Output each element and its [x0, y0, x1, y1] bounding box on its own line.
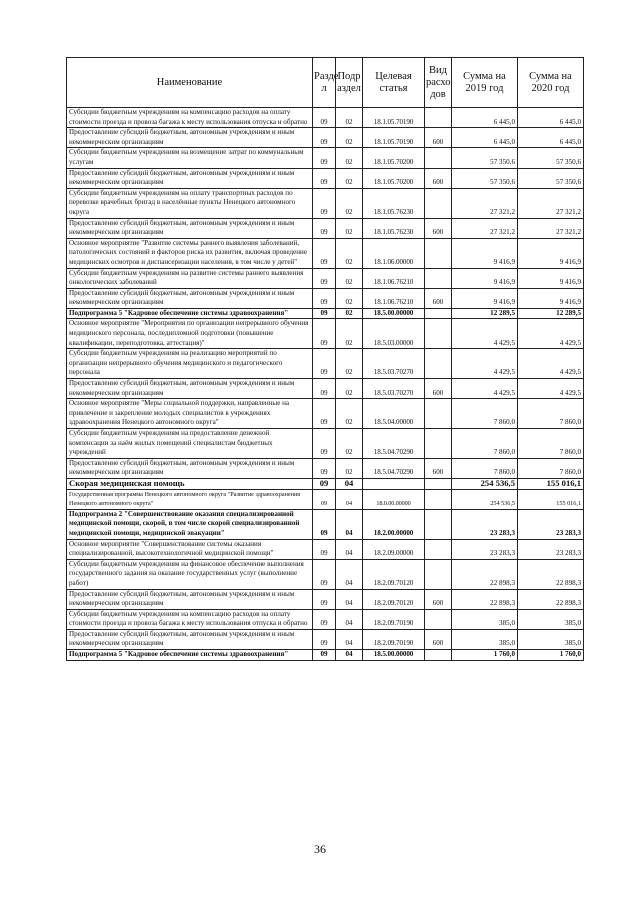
- cell-section: 09: [313, 509, 336, 539]
- cell-expense-type: 600: [425, 168, 452, 188]
- cell-section: 09: [313, 128, 336, 148]
- cell-name: Основное мероприятие "Развитие системы раннего выявления заболеваний, патологических состояний и факторов риска их развития, включая проведение медицинских осмотров и диспансеризации населения, в том числе у детей": [67, 238, 313, 268]
- cell-name: Предоставление субсидий бюджетным, автономным учреждениям и иным некоммерческим организациям: [67, 458, 313, 478]
- cell-article: 18.2.09.70120: [363, 589, 425, 609]
- table-row: [67, 650, 584, 661]
- cell-subsection: 04: [336, 478, 363, 489]
- cell-name: Предоставление субсидий бюджетным, автономным учреждениям и иным некоммерческим организациям: [67, 168, 313, 188]
- cell-sum-2020: 57 350,6: [518, 168, 584, 188]
- cell-expense-type: 600: [425, 379, 452, 399]
- table-row: [67, 559, 584, 589]
- cell-subsection: 02: [336, 148, 363, 168]
- cell-name: Субсидии бюджетным учреждениям на компенсацию расходов на оплату стоимости проезда и провоза багажа к месту использования отпуска и обратно: [67, 609, 313, 629]
- cell-subsection: 02: [336, 399, 363, 429]
- cell-sum-2020: 57 350,6: [518, 148, 584, 168]
- cell-expense-type: [425, 489, 452, 509]
- cell-sum-2019: 27 321,2: [452, 188, 518, 218]
- cell-name: Подпрограмма 5 "Кадровое обеспечение системы здравоохранения": [67, 650, 313, 661]
- cell-section: 09: [313, 429, 336, 459]
- cell-section: 09: [313, 308, 336, 319]
- cell-section: 09: [313, 319, 336, 349]
- cell-name: Основное мероприятие "Совершенствование системы оказания специализированной, высокотехнологичной медицинской помощи": [67, 539, 313, 559]
- cell-subsection: 02: [336, 238, 363, 268]
- cell-sum-2020: 7 860,0: [518, 458, 584, 478]
- cell-name: Предоставление субсидий бюджетным, автономным учреждениям и иным некоммерческим организациям: [67, 288, 313, 308]
- header-name: Наименование: [67, 58, 313, 108]
- cell-expense-type: [425, 539, 452, 559]
- header-subsection: Подр аздел: [336, 58, 363, 108]
- cell-section: 09: [313, 168, 336, 188]
- table-row: [67, 429, 584, 459]
- cell-section: 09: [313, 218, 336, 238]
- cell-name: Субсидии бюджетным учреждениям на компенсацию расходов на оплату стоимости проезда и провоза багажа к месту использования отпуска и обратно: [67, 108, 313, 128]
- cell-sum-2019: 57 350,6: [452, 148, 518, 168]
- cell-expense-type: 600: [425, 218, 452, 238]
- cell-section: 09: [313, 148, 336, 168]
- table-row: [67, 458, 584, 478]
- cell-name: Предоставление субсидий бюджетным, автономным учреждениям и иным некоммерческим организациям: [67, 589, 313, 609]
- cell-expense-type: 600: [425, 288, 452, 308]
- table-row: [67, 238, 584, 268]
- cell-article: 18.1.05.70200: [363, 148, 425, 168]
- header-expense-type: Вид расхо дов: [425, 58, 452, 108]
- cell-sum-2019: 57 350,6: [452, 168, 518, 188]
- cell-expense-type: [425, 609, 452, 629]
- cell-section: 09: [313, 478, 336, 489]
- cell-sum-2020: 1 760,0: [518, 650, 584, 661]
- cell-subsection: 02: [336, 458, 363, 478]
- cell-expense-type: 600: [425, 589, 452, 609]
- cell-expense-type: [425, 559, 452, 589]
- table-header: [67, 58, 584, 108]
- cell-subsection: 02: [336, 268, 363, 288]
- cell-sum-2020: 9 416,9: [518, 268, 584, 288]
- cell-section: 09: [313, 268, 336, 288]
- cell-sum-2020: 22 898,3: [518, 559, 584, 589]
- table-row: [67, 539, 584, 559]
- cell-article: 18.2.09.00000: [363, 539, 425, 559]
- cell-subsection: 02: [336, 308, 363, 319]
- cell-section: 09: [313, 629, 336, 649]
- cell-article: 18.5.03.70270: [363, 349, 425, 379]
- cell-name: Скорая медицинская помощь: [67, 478, 313, 489]
- cell-article: 18.0.00.00000: [363, 489, 425, 509]
- cell-sum-2019: 254 536,5: [452, 478, 518, 489]
- cell-section: 09: [313, 489, 336, 509]
- cell-sum-2020: 23 283,3: [518, 539, 584, 559]
- cell-section: 09: [313, 650, 336, 661]
- cell-sum-2020: 12 289,5: [518, 308, 584, 319]
- table-row: [67, 399, 584, 429]
- cell-name: Субсидии бюджетным учреждениям на оплату транспортных расходов по перевозке врачебных бригад в населённые пункты Ненецкого автономного округа: [67, 188, 313, 218]
- cell-sum-2020: 9 416,9: [518, 238, 584, 268]
- cell-section: 09: [313, 539, 336, 559]
- cell-expense-type: 600: [425, 458, 452, 478]
- cell-sum-2020: 9 416,9: [518, 288, 584, 308]
- cell-sum-2020: 27 321,2: [518, 188, 584, 218]
- cell-subsection: 02: [336, 349, 363, 379]
- table-row: [67, 379, 584, 399]
- table-row: [67, 509, 584, 539]
- cell-subsection: 04: [336, 559, 363, 589]
- table-row: [67, 188, 584, 218]
- table-row: [67, 218, 584, 238]
- header-sum-2020: Сумма на 2020 год: [518, 58, 584, 108]
- cell-sum-2020: 7 860,0: [518, 399, 584, 429]
- table-row: [67, 148, 584, 168]
- cell-name: Субсидии бюджетным учреждениям на предоставление денежной компенсации за наём жилых помещений специалистам бюджетных учреждений: [67, 429, 313, 459]
- cell-article: 18.5.04.70290: [363, 458, 425, 478]
- cell-section: 09: [313, 188, 336, 218]
- cell-expense-type: [425, 238, 452, 268]
- cell-subsection: 04: [336, 489, 363, 509]
- cell-sum-2020: 6 445,0: [518, 128, 584, 148]
- cell-article: 18.1.05.70200: [363, 168, 425, 188]
- cell-section: 09: [313, 108, 336, 128]
- cell-section: 09: [313, 559, 336, 589]
- cell-sum-2019: 4 429,5: [452, 349, 518, 379]
- table-body: [67, 108, 584, 661]
- cell-name: Предоставление субсидий бюджетным, автономным учреждениям и иным некоммерческим организациям: [67, 218, 313, 238]
- cell-sum-2020: 155 016,1: [518, 489, 584, 509]
- cell-sum-2020: 23 283,3: [518, 509, 584, 539]
- cell-expense-type: [425, 429, 452, 459]
- cell-expense-type: [425, 319, 452, 349]
- cell-sum-2019: 4 429,5: [452, 319, 518, 349]
- table-row: [67, 268, 584, 288]
- cell-article: 18.5.04.00000: [363, 399, 425, 429]
- cell-sum-2019: 254 536,5: [452, 489, 518, 509]
- cell-subsection: 02: [336, 128, 363, 148]
- cell-article: 18.5.00.00000: [363, 650, 425, 661]
- cell-section: 09: [313, 609, 336, 629]
- cell-subsection: 04: [336, 589, 363, 609]
- cell-section: 09: [313, 379, 336, 399]
- cell-sum-2020: 385,0: [518, 629, 584, 649]
- cell-name: Субсидии бюджетным учреждениям на возмещение затрат по коммунальным услугам: [67, 148, 313, 168]
- cell-sum-2019: 6 445,0: [452, 128, 518, 148]
- cell-sum-2020: 4 429,5: [518, 319, 584, 349]
- cell-subsection: 04: [336, 629, 363, 649]
- cell-subsection: 04: [336, 539, 363, 559]
- cell-sum-2019: 27 321,2: [452, 218, 518, 238]
- cell-sum-2019: 385,0: [452, 629, 518, 649]
- cell-name: Субсидии бюджетным учреждениям на реализацию мероприятий по организации непрерывного обучения медицинского и педагогического персонала: [67, 349, 313, 379]
- cell-subsection: 02: [336, 288, 363, 308]
- table-row: [67, 589, 584, 609]
- cell-sum-2019: 23 283,3: [452, 539, 518, 559]
- cell-name: Подпрограмма 2 "Совершенствование оказания специализированной медицинской помощи, скорой, в том числе скорой специализированной медицинской помощи, медицинской эвакуации": [67, 509, 313, 539]
- cell-subsection: 04: [336, 609, 363, 629]
- cell-sum-2020: 385,0: [518, 609, 584, 629]
- table-row: [67, 128, 584, 148]
- cell-sum-2019: 22 898,3: [452, 589, 518, 609]
- cell-subsection: 02: [336, 168, 363, 188]
- cell-expense-type: [425, 509, 452, 539]
- table-row: [67, 308, 584, 319]
- cell-article: 18.1.05.70190: [363, 128, 425, 148]
- cell-name: Предоставление субсидий бюджетным, автономным учреждениям и иным некоммерческим организациям: [67, 629, 313, 649]
- cell-article: 18.5.03.00000: [363, 319, 425, 349]
- cell-sum-2019: 12 289,5: [452, 308, 518, 319]
- cell-article: 18.2.09.70190: [363, 629, 425, 649]
- cell-sum-2019: 9 416,9: [452, 268, 518, 288]
- header-article: Целевая статья: [363, 58, 425, 108]
- cell-name: Предоставление субсидий бюджетным, автономным учреждениям и иным некоммерческим организациям: [67, 379, 313, 399]
- cell-article: 18.1.05.76230: [363, 218, 425, 238]
- cell-article: 18.2.00.00000: [363, 509, 425, 539]
- cell-expense-type: [425, 650, 452, 661]
- cell-section: 09: [313, 238, 336, 268]
- cell-name: Подпрограмма 5 "Кадровое обеспечение системы здравоохранения": [67, 308, 313, 319]
- cell-name: Предоставление субсидий бюджетным, автономным учреждениям и иным некоммерческим организациям: [67, 128, 313, 148]
- cell-sum-2020: 22 898,3: [518, 589, 584, 609]
- table-row: [67, 629, 584, 649]
- header-sum-2019: Сумма на 2019 год: [452, 58, 518, 108]
- cell-article: 18.5.04.70290: [363, 429, 425, 459]
- cell-sum-2019: 9 416,9: [452, 238, 518, 268]
- cell-sum-2019: 4 429,5: [452, 379, 518, 399]
- cell-subsection: 02: [336, 108, 363, 128]
- cell-sum-2019: 9 416,9: [452, 288, 518, 308]
- cell-article: 18.1.06.76210: [363, 268, 425, 288]
- cell-expense-type: [425, 478, 452, 489]
- cell-expense-type: [425, 308, 452, 319]
- cell-name: Субсидии бюджетным учреждениям на финансовое обеспечение выполнения государственного задания на оказание государственных услуг (выполнение работ): [67, 559, 313, 589]
- table-row: [67, 349, 584, 379]
- header-section: Разде л: [313, 58, 336, 108]
- cell-section: 09: [313, 458, 336, 478]
- cell-article: 18.1.06.76210: [363, 288, 425, 308]
- cell-sum-2019: 385,0: [452, 609, 518, 629]
- budget-table: [66, 57, 584, 661]
- header-row: [67, 58, 584, 108]
- cell-sum-2020: 155 016,1: [518, 478, 584, 489]
- cell-expense-type: [425, 148, 452, 168]
- cell-sum-2020: 6 445,0: [518, 108, 584, 128]
- cell-name: Государственная программа Ненецкого автономного округа "Развитие здравоохранения Ненецкого автономного округа": [67, 489, 313, 509]
- cell-article: 18.5.00.00000: [363, 308, 425, 319]
- table-row: [67, 478, 584, 489]
- cell-subsection: 02: [336, 319, 363, 349]
- cell-article: [363, 478, 425, 489]
- cell-sum-2019: 7 860,0: [452, 458, 518, 478]
- cell-sum-2019: 6 445,0: [452, 108, 518, 128]
- cell-subsection: 04: [336, 650, 363, 661]
- cell-expense-type: [425, 108, 452, 128]
- cell-sum-2019: 7 860,0: [452, 429, 518, 459]
- table-row: [67, 288, 584, 308]
- table-row: [67, 168, 584, 188]
- cell-article: 18.1.06.00000: [363, 238, 425, 268]
- cell-sum-2019: 7 860,0: [452, 399, 518, 429]
- cell-name: Субсидии бюджетным учреждениям на развитие системы раннего выявления онкологических заболеваний: [67, 268, 313, 288]
- cell-sum-2020: 4 429,5: [518, 379, 584, 399]
- table-row: [67, 319, 584, 349]
- cell-sum-2020: 7 860,0: [518, 429, 584, 459]
- cell-expense-type: [425, 268, 452, 288]
- cell-expense-type: [425, 188, 452, 218]
- cell-subsection: 04: [336, 509, 363, 539]
- table-row: [67, 108, 584, 128]
- cell-sum-2020: 27 321,2: [518, 218, 584, 238]
- cell-sum-2019: 23 283,3: [452, 509, 518, 539]
- table-row: [67, 489, 584, 509]
- cell-article: 18.5.03.70270: [363, 379, 425, 399]
- cell-article: 18.2.09.70120: [363, 559, 425, 589]
- cell-sum-2019: 22 898,3: [452, 559, 518, 589]
- cell-subsection: 02: [336, 429, 363, 459]
- cell-expense-type: 600: [425, 128, 452, 148]
- cell-article: 18.1.05.76230: [363, 188, 425, 218]
- cell-section: 09: [313, 288, 336, 308]
- cell-sum-2019: 1 760,0: [452, 650, 518, 661]
- cell-section: 09: [313, 589, 336, 609]
- cell-expense-type: [425, 349, 452, 379]
- page-number: 36: [314, 842, 326, 856]
- cell-subsection: 02: [336, 218, 363, 238]
- cell-sum-2020: 4 429,5: [518, 349, 584, 379]
- cell-section: 09: [313, 349, 336, 379]
- cell-article: 18.1.05.70190: [363, 108, 425, 128]
- cell-subsection: 02: [336, 379, 363, 399]
- cell-subsection: 02: [336, 188, 363, 218]
- cell-name: Основное мероприятие "Меры социальной поддержки, направленные на привлечение и закрепление молодых специалистов в учреждениях здравоохранения Ненецкого автономного округа": [67, 399, 313, 429]
- cell-section: 09: [313, 399, 336, 429]
- table-row: [67, 609, 584, 629]
- cell-name: Основное мероприятие "Мероприятия по организации непрерывного обучения медицинского персонала, последипломной подготовки (повышение квалификации, переподготовка, аттестация)": [67, 319, 313, 349]
- cell-article: 18.2.09.70190: [363, 609, 425, 629]
- cell-expense-type: [425, 399, 452, 429]
- cell-expense-type: 600: [425, 629, 452, 649]
